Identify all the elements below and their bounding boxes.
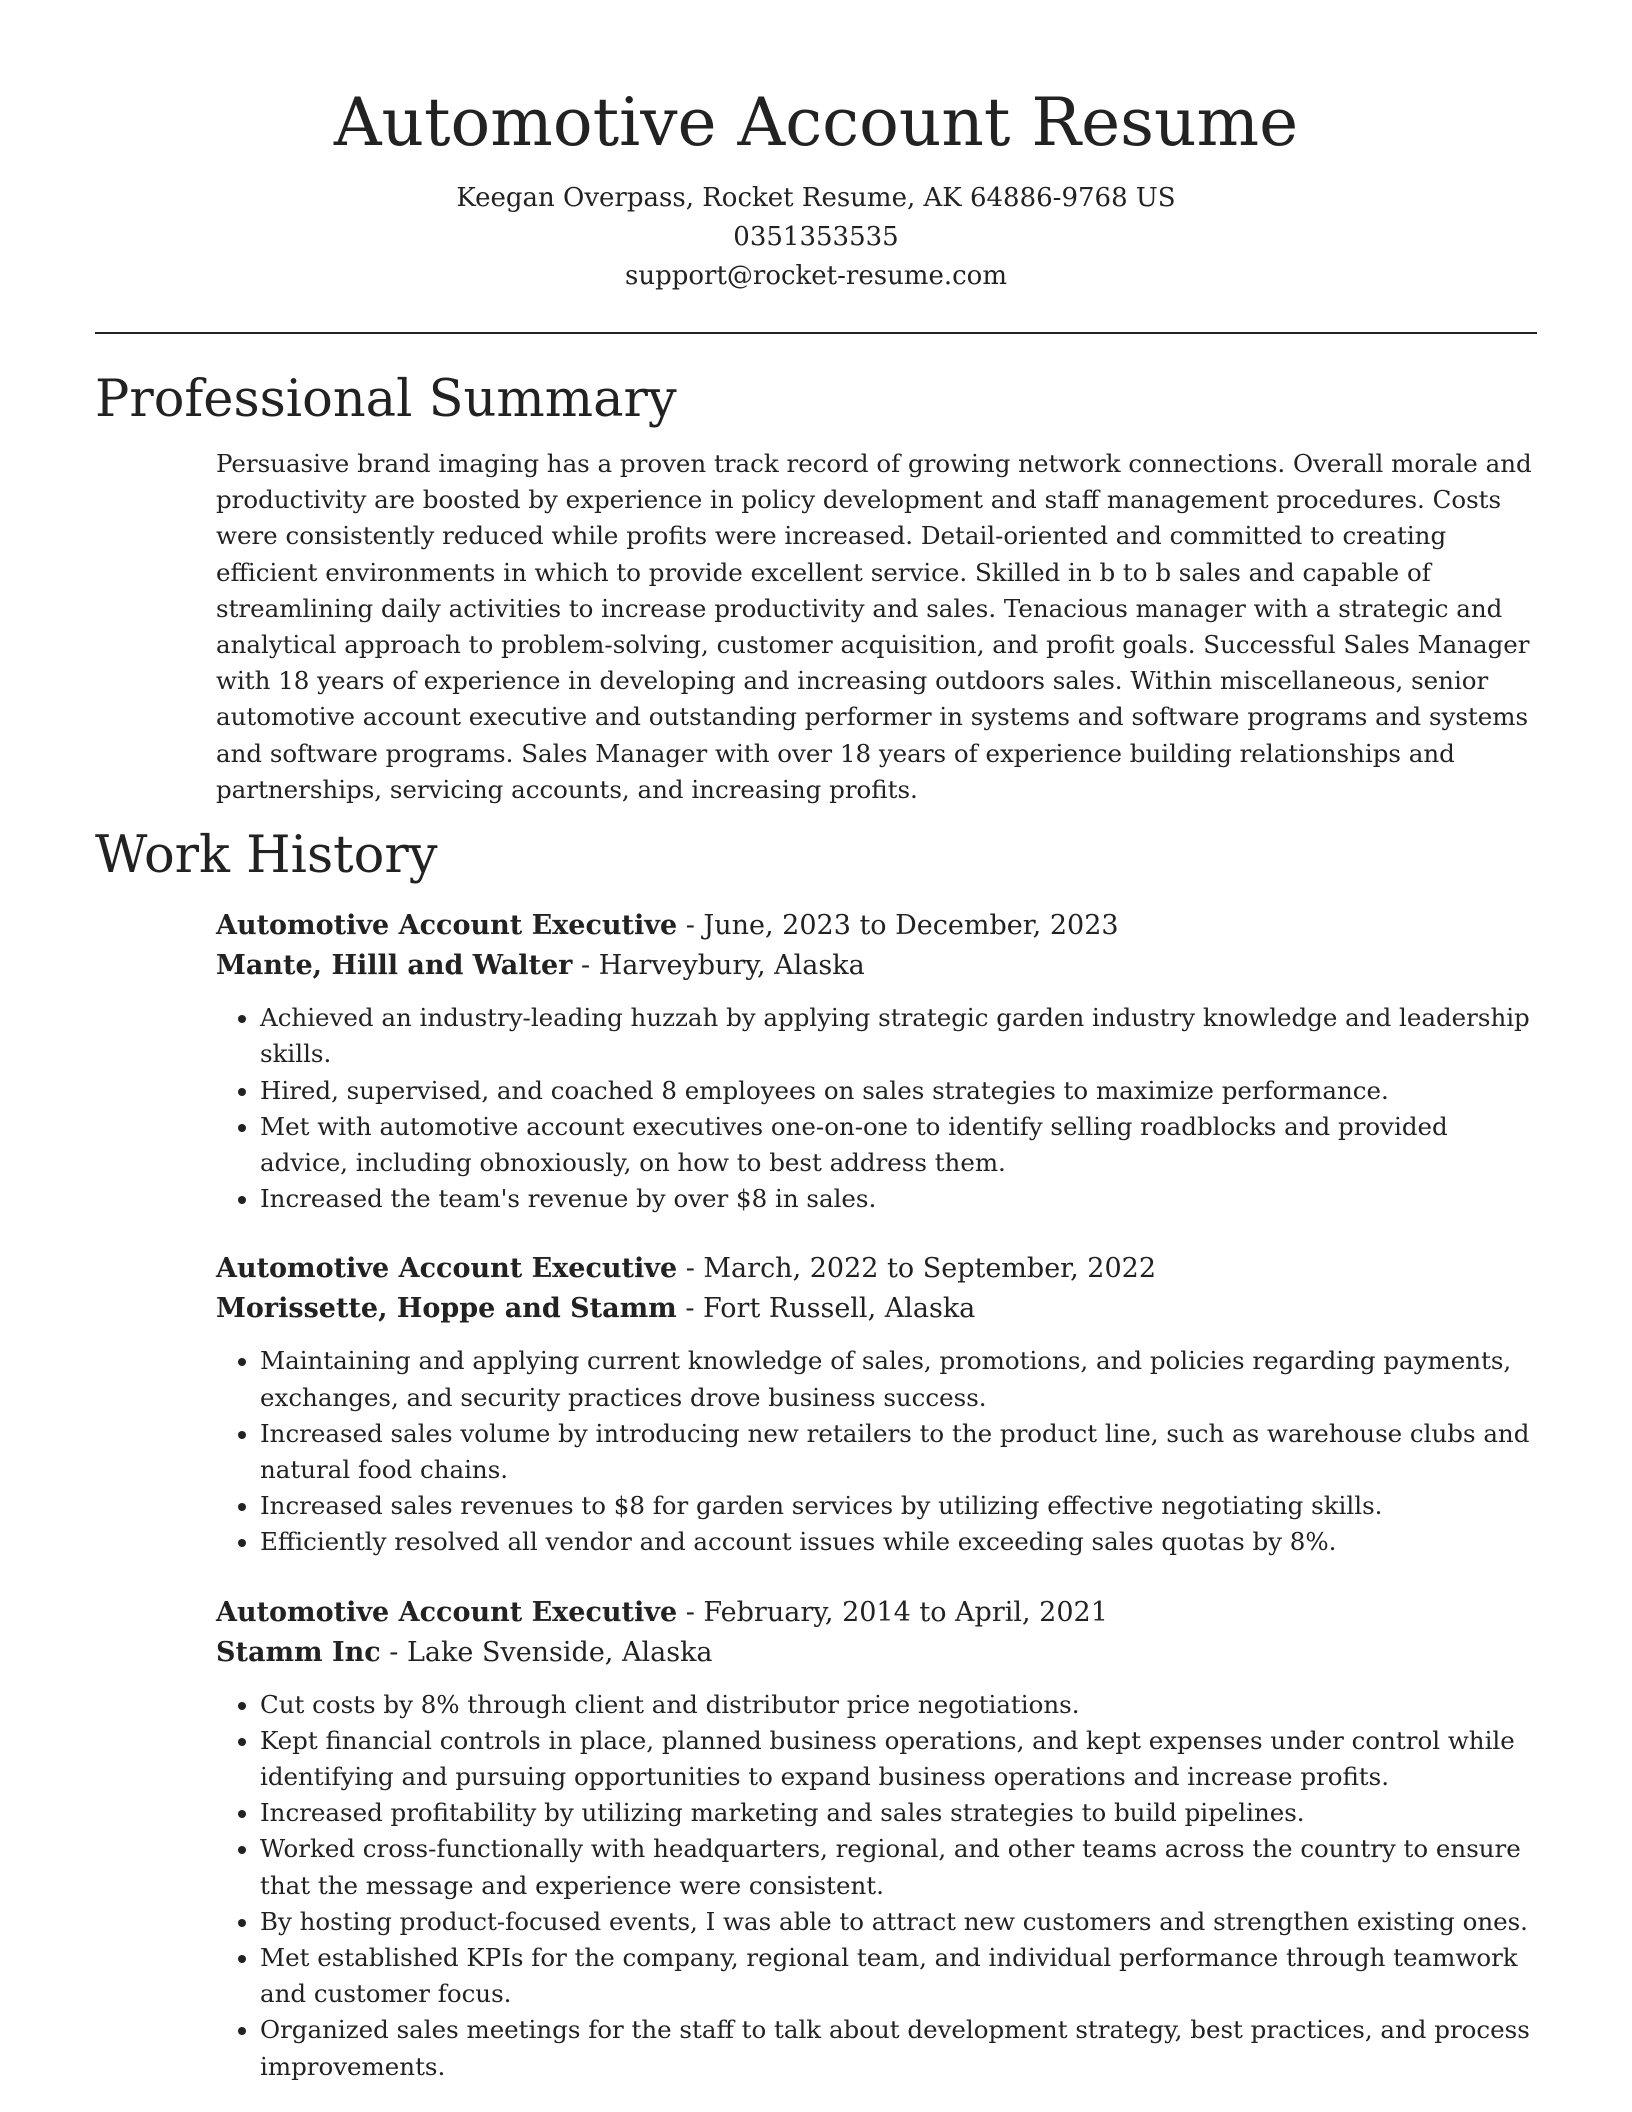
header-divider — [95, 332, 1537, 334]
job-bullet: • Efficiently resolved all vendor and account issues while exceeding sales quotas by 8%. — [260, 1524, 1537, 1560]
summary-heading: Professional Summary — [95, 369, 677, 429]
job-company: Stamm Inc — [216, 1636, 381, 1668]
work-history-heading: Work History — [95, 826, 438, 886]
contact-block — [95, 179, 1537, 296]
job-company-line — [216, 1633, 1537, 1673]
job-bullet: • Increased profitability by utilizing marketing and sales strategies to build pipelines. — [260, 1795, 1537, 1831]
job-bullets — [216, 1343, 1537, 1560]
job-bullet: • Kept financial controls in place, planned business operations, and kept expenses under control while identifying and pursuing opportunities to expand business operations and increase profits. — [260, 1723, 1537, 1795]
job-company: Mante, Hilll and Walter — [216, 950, 573, 982]
job-dates: - February, 2014 to April, 2021 — [677, 1596, 1108, 1628]
job-entry — [216, 906, 1537, 1217]
job-bullets — [216, 1000, 1537, 1217]
job-location: - Harveybury, Alaska — [572, 950, 865, 982]
contact-phone: 0351353535 — [733, 221, 899, 252]
job-title-line — [216, 1249, 1537, 1289]
job-title: Automotive Account Executive — [216, 1596, 678, 1628]
job-bullet: • Achieved an industry-leading huzzah by applying strategic garden industry knowledge and leadership skills. — [260, 1000, 1537, 1072]
job-title-line — [216, 1593, 1537, 1633]
job-company-line — [216, 946, 1537, 986]
job-company-line — [216, 1289, 1537, 1329]
job-location: - Lake Svenside, Alaska — [380, 1636, 713, 1668]
job-bullet: • Maintaining and applying current knowledge of sales, promotions, and policies regarding payments, exchanges, and security practices drove business success. — [260, 1343, 1537, 1415]
job-bullet: • Worked cross-functionally with headquarters, regional, and other teams across the country to ensure that the message and experience were consistent. — [260, 1831, 1537, 1903]
job-title-line — [216, 906, 1537, 946]
contact-address: Keegan Overpass, Rocket Resume, AK 64886-9768 US — [456, 182, 1176, 213]
job-bullet: • Increased sales volume by introducing new retailers to the product line, such as warehouse clubs and natural food chains. — [260, 1416, 1537, 1488]
resume-title: Automotive Account Resume — [333, 84, 1299, 161]
resume-header — [95, 0, 1537, 296]
job-entry — [216, 1593, 1537, 2085]
work-history-section — [95, 906, 1537, 2085]
job-bullet: • Met with automotive account executives one-on-one to identify selling roadblocks and provided advice, including obnoxiously, on how to best address them. — [260, 1109, 1537, 1181]
job-bullet: • Increased the team's revenue by over $8 in sales. — [260, 1181, 1537, 1217]
job-bullet: • Increased sales revenues to $8 for garden services by utilizing effective negotiating skills. — [260, 1488, 1537, 1524]
job-company: Morissette, Hoppe and Stamm — [216, 1293, 677, 1325]
job-title: Automotive Account Executive — [216, 910, 678, 942]
job-location: - Fort Russell, Alaska — [676, 1293, 976, 1325]
job-entry — [216, 1249, 1537, 1560]
job-bullet: • Met established KPIs for the company, regional team, and individual performance through teamwork and customer focus. — [260, 1940, 1537, 2012]
summary-text: Persuasive brand imaging has a proven track record of growing network connections. Overall morale and productivity are boosted by experience in policy development and staff management procedures. Costs were consistently reduced while profits were increased. Detail-oriented and committed to creating efficient environments in which to provide excellent service. Skilled in b to b sales and capable of streamlining daily activities to increase productivity and sales. Tenacious manager with a strategic and analytical approach to problem-solving, customer acquisition, and profit goals. Successful Sales Manager with 18 years of experience in developing and increasing outdoors sales. Within miscellaneous, senior automotive account executive and outstanding performer in systems and software programs and systems and software programs. Sales Manager with over 18 years of experience building relationships and partnerships, servicing accounts, and increasing profits. — [216, 448, 1532, 804]
job-dates: - March, 2022 to September, 2022 — [677, 1253, 1156, 1285]
job-dates: - June, 2023 to December, 2023 — [677, 910, 1119, 942]
job-bullet: • Organized sales meetings for the staff to talk about development strategy, best practices, and process improvements. — [260, 2012, 1537, 2084]
job-bullets — [216, 1687, 1537, 2085]
job-bullet: • By hosting product-focused events, I was able to attract new customers and strengthen existing ones. — [260, 1904, 1537, 1940]
summary-section — [95, 446, 1537, 808]
job-bullet: • Hired, supervised, and coached 8 employees on sales strategies to maximize performance. — [260, 1073, 1537, 1109]
job-bullet: • Cut costs by 8% through client and distributor price negotiations. — [260, 1687, 1537, 1723]
job-title: Automotive Account Executive — [216, 1253, 678, 1285]
contact-email: support@rocket-resume.com — [624, 260, 1007, 291]
